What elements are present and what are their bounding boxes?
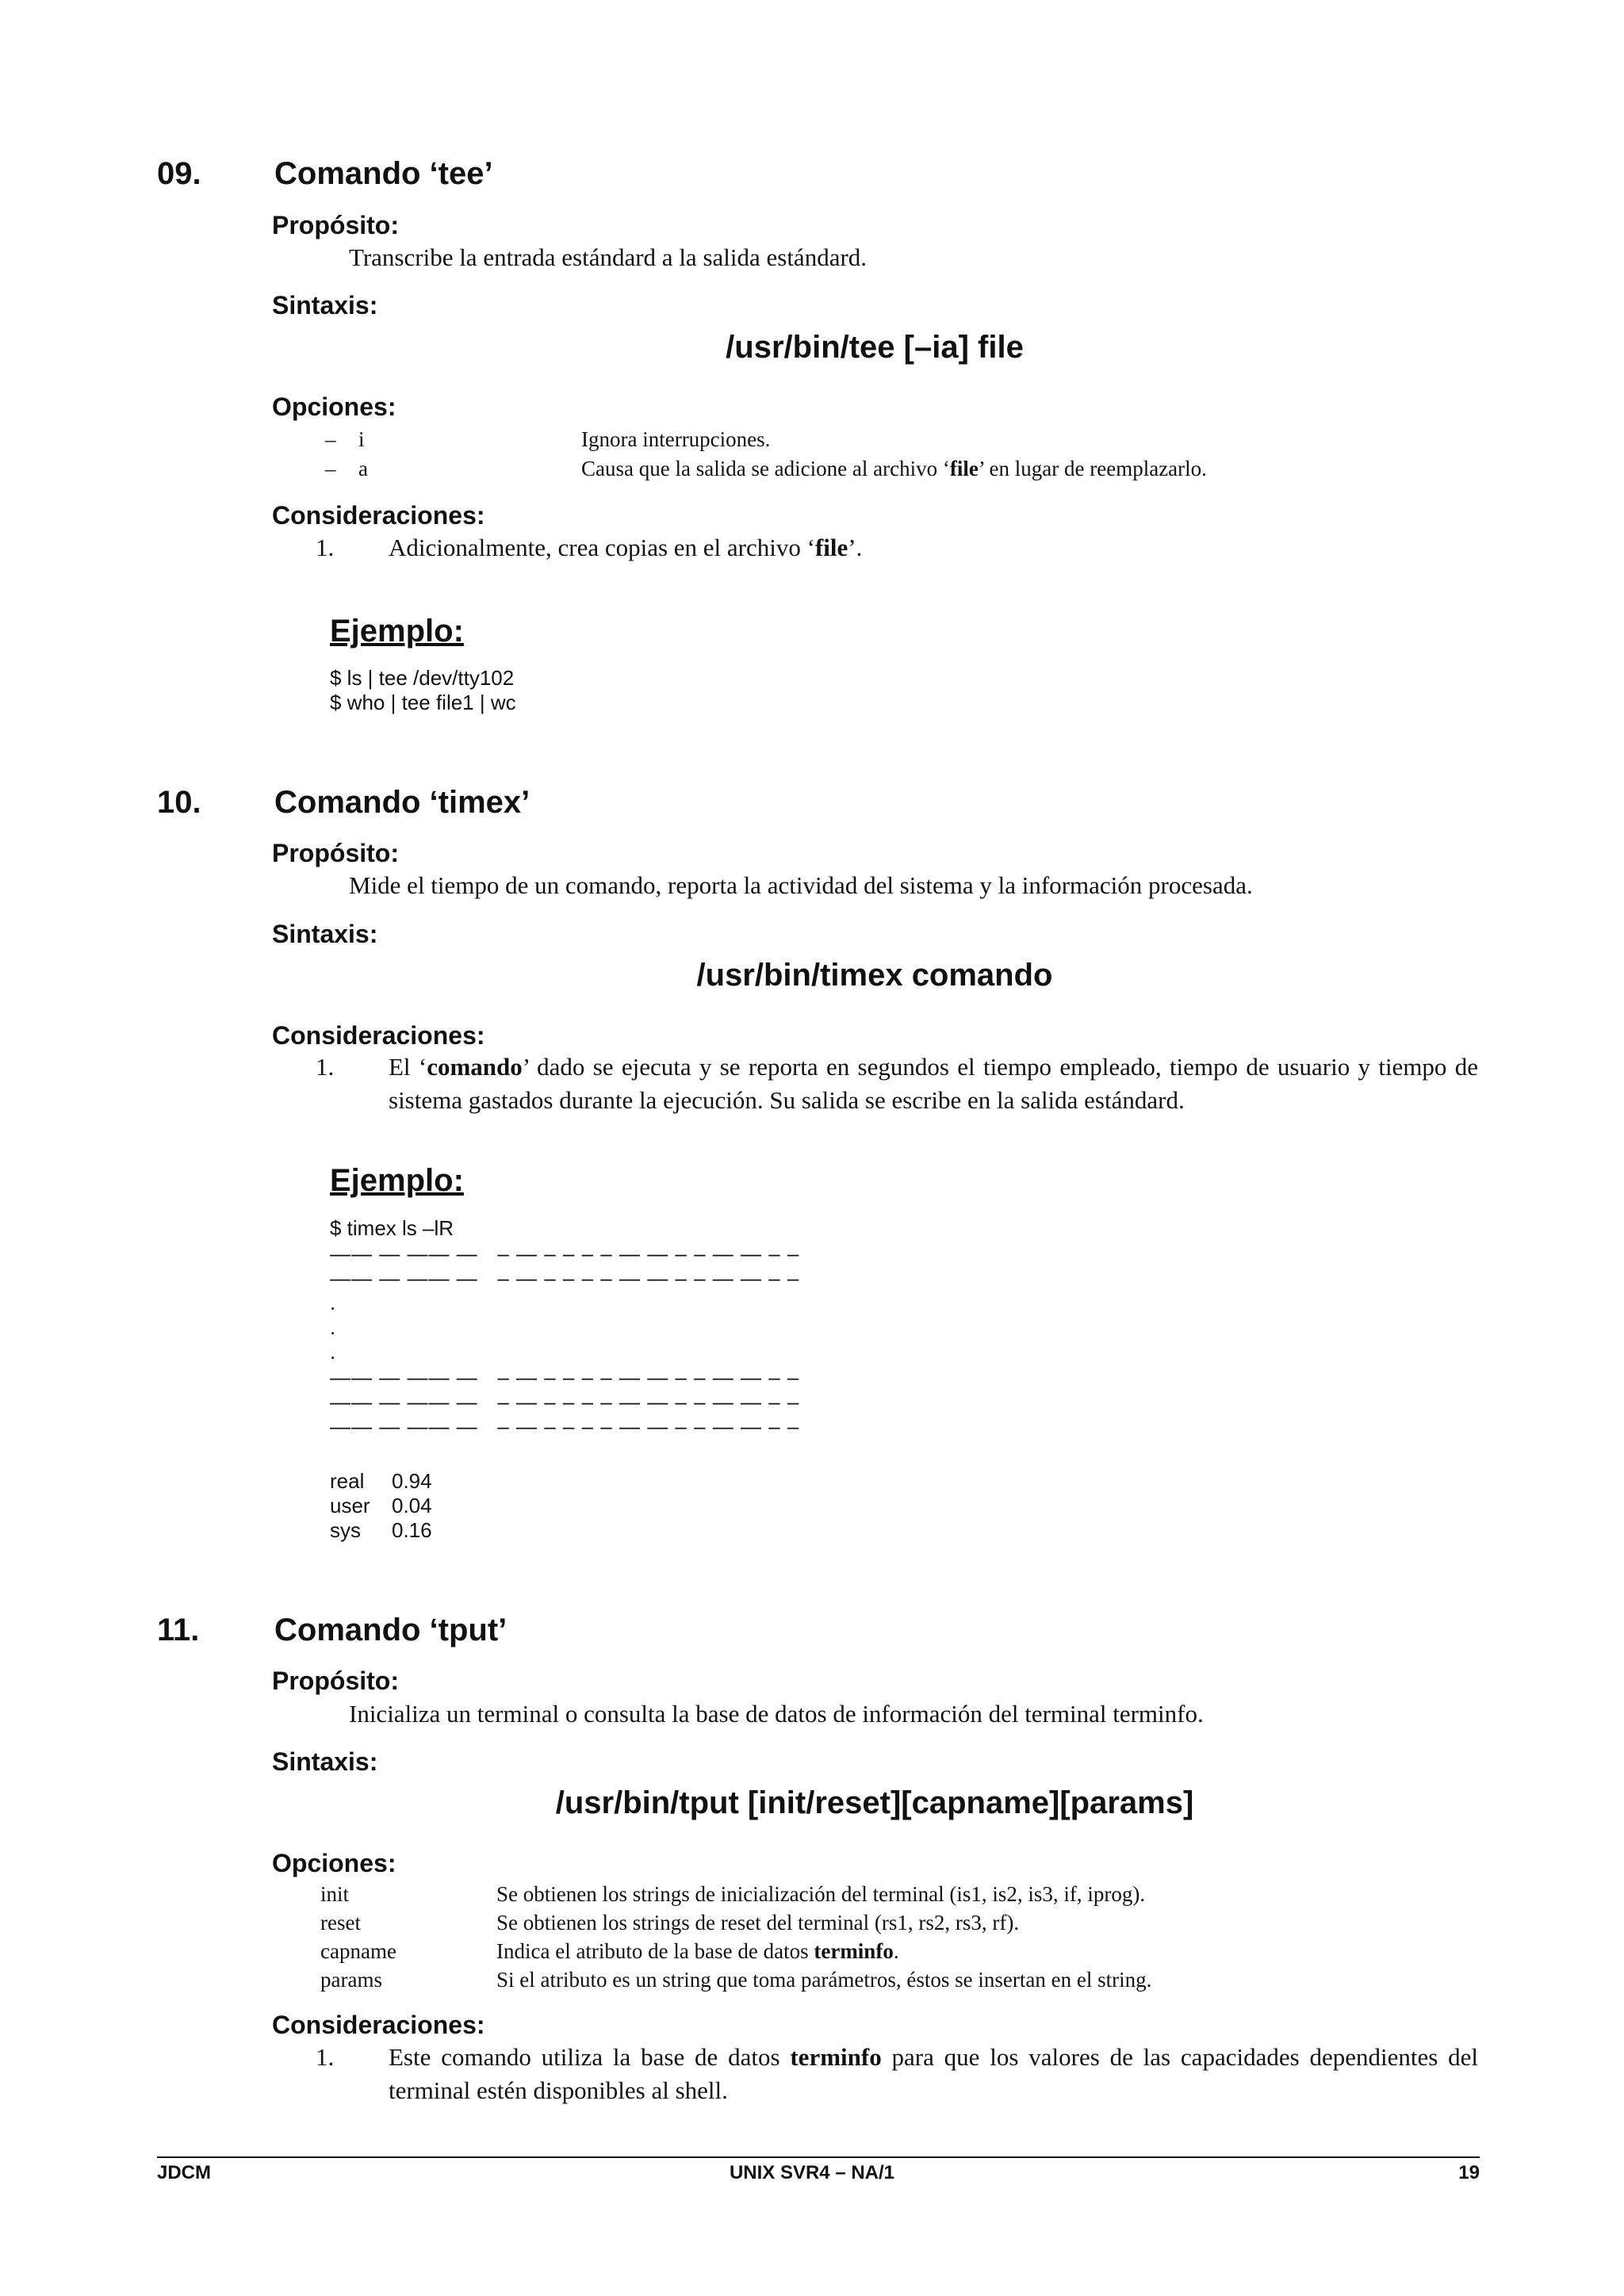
example-command: $ timex ls –lR	[330, 1216, 454, 1240]
syntax-line: /usr/bin/timex comando	[696, 958, 1053, 993]
output-dot: .	[330, 1340, 336, 1364]
timing-row	[330, 1469, 432, 1494]
timing-label: sys	[330, 1518, 361, 1542]
option-key: a	[358, 457, 368, 480]
timing-label: user	[330, 1494, 370, 1517]
consideraciones-label: Consideraciones:	[272, 1021, 485, 1050]
option-desc: Si el atributo es un string que toma parámetros, éstos se insertan en el string.	[496, 1968, 1152, 1992]
proposito-text: Mide el tiempo de un comando, reporta la actividad del sistema y la información procesada.	[349, 871, 1253, 899]
ejemplo-title: Ejemplo:	[330, 1163, 464, 1198]
consideration-number: 1.	[316, 534, 335, 561]
option-key: i	[358, 427, 365, 451]
section-number: 11.	[157, 1613, 200, 1647]
timing-label: real	[330, 1469, 365, 1493]
proposito-text: Transcribe la entrada estándard a la salida estándard.	[349, 243, 868, 271]
ejemplo-title: Ejemplo:	[330, 614, 464, 649]
timing-row	[330, 1494, 432, 1518]
option-dash: –	[325, 427, 336, 451]
option-desc: Causa que la salida se adicione al archivo ‘file’ en lugar de reemplazarlo.	[581, 457, 1207, 480]
example-line: $ who | tee file1 | wc	[330, 691, 516, 714]
option-desc: Indica el atributo de la base de datos terminfo.	[496, 1939, 899, 1963]
consideration-text: El ‘comando’ dado se ejecuta y se reporta en segundos el tiempo empleado, tiempo de usuario y tiempo de sistema gastados durante la ejecución. Su salida se escribe en la salida estándard.	[389, 1053, 1479, 1114]
timing-value: 0.94	[392, 1469, 432, 1493]
consideration-number: 1.	[316, 1053, 335, 1081]
output-dot: .	[330, 1315, 336, 1339]
sintaxis-label: Sintaxis:	[272, 291, 378, 320]
proposito-label: Propósito:	[272, 839, 399, 867]
option-key: init	[320, 1882, 350, 1906]
output-dashes: —— — —— — – — – – – – — — – – — — – –	[330, 1266, 800, 1290]
option-key: reset	[320, 1911, 361, 1934]
proposito-label: Propósito:	[272, 1667, 399, 1695]
consideration-text: Adicionalmente, crea copias en el archivo ‘file’.	[389, 534, 863, 561]
option-dash: –	[325, 457, 336, 480]
output-dashes: —— — —— — – — – – – – — — – – — — – –	[330, 1242, 800, 1265]
consideration-item	[316, 2041, 1478, 2107]
consideration-item	[316, 1050, 1478, 1117]
footer-divider	[157, 2156, 1480, 2158]
section-title-tput	[157, 1612, 507, 1648]
consideration-text: Este comando utiliza la base de datos terminfo para que los valores de las capacidades dependientes del terminal estén disponibles al shell.	[389, 2043, 1478, 2104]
option-key: params	[320, 1968, 382, 1992]
section-heading: Comando ‘timex’	[274, 785, 530, 820]
example-line: $ ls | tee /dev/tty102	[330, 666, 515, 690]
option-desc: Se obtienen los strings de inicialización del terminal (is1, is2, is3, if, iprog).	[496, 1882, 1146, 1906]
sintaxis-label: Sintaxis:	[272, 1747, 378, 1776]
footer-author: JDCM	[157, 2162, 212, 2183]
timing-row	[330, 1518, 432, 1543]
section-title-timex	[157, 784, 530, 821]
syntax-line: /usr/bin/tee [–ia] file	[726, 330, 1024, 365]
option-key: capname	[320, 1939, 396, 1963]
syntax-line: /usr/bin/tput [init/reset][capname][params]	[555, 1785, 1194, 1820]
proposito-label: Propósito:	[272, 211, 399, 239]
output-dot: .	[330, 1291, 336, 1314]
consideraciones-label: Consideraciones:	[272, 501, 485, 530]
timing-value: 0.16	[392, 1518, 432, 1542]
output-dashes: —— — —— — – — – – – – — — – – — — – –	[330, 1414, 800, 1438]
footer-course: UNIX SVR4 – NA/1	[729, 2162, 895, 2183]
output-dashes: —— — —— — – — – – – – — — – – — — – –	[330, 1390, 800, 1414]
consideration-item	[316, 531, 1478, 564]
section-number: 09.	[157, 156, 201, 191]
section-number: 10.	[157, 785, 201, 820]
output-dashes: —— — —— — – — – – – – — — – – — — – –	[330, 1365, 800, 1389]
consideration-number: 1.	[316, 2043, 335, 2071]
sintaxis-label: Sintaxis:	[272, 920, 378, 948]
consideraciones-label: Consideraciones:	[272, 2011, 485, 2039]
opciones-label: Opciones:	[272, 392, 396, 421]
section-title-tee	[157, 155, 493, 192]
footer-page-number: 19	[1458, 2162, 1480, 2183]
timing-value: 0.04	[392, 1494, 432, 1517]
section-heading: Comando ‘tee’	[274, 156, 493, 191]
proposito-text: Inicializa un terminal o consulta la base de datos de información del terminal terminfo.	[349, 1700, 1204, 1728]
section-heading: Comando ‘tput’	[274, 1613, 508, 1647]
option-desc: Ignora interrupciones.	[581, 427, 771, 451]
opciones-label: Opciones:	[272, 1849, 396, 1877]
option-desc: Se obtienen los strings de reset del terminal (rs1, rs2, rs3, rf).	[496, 1911, 1020, 1934]
